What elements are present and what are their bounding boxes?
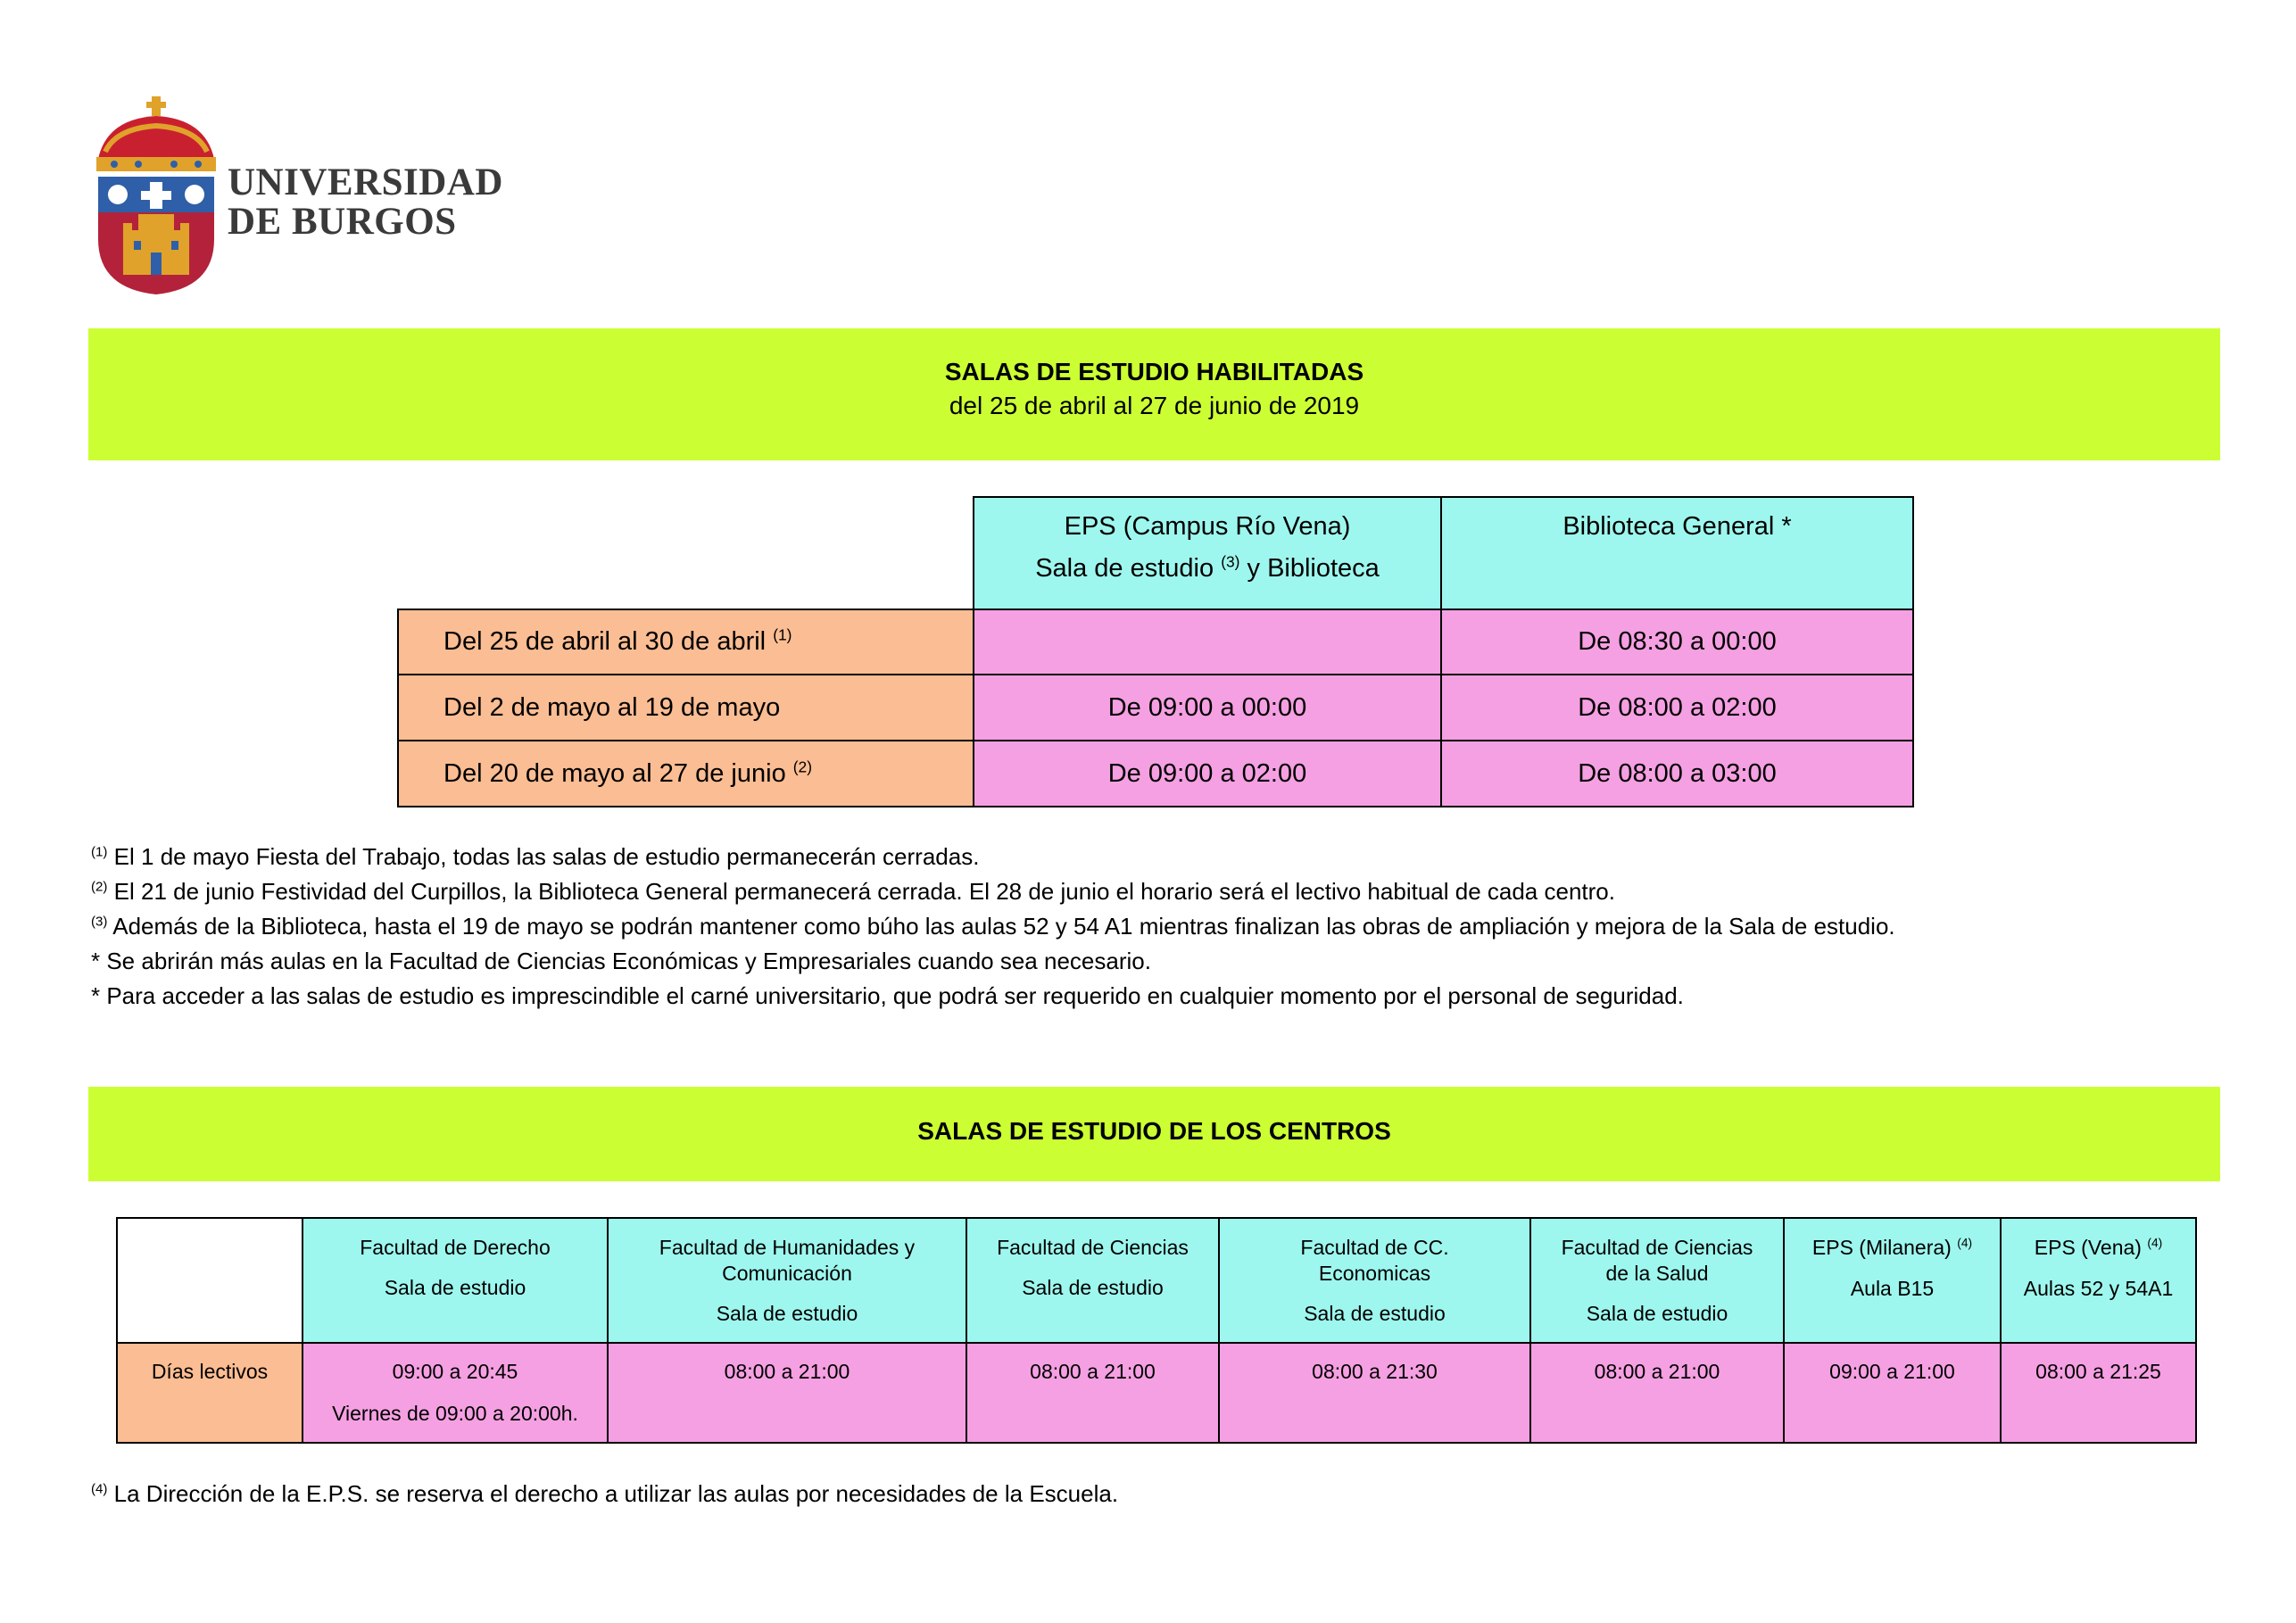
university-shield-crest-icon xyxy=(89,96,223,297)
table2-cell-hours: 09:00 a 20:45 xyxy=(392,1360,518,1383)
footnote-mark: (4) xyxy=(91,1481,108,1497)
footnote-text: Además de la Biblioteca, hasta el 19 de mayo se podrán mantener como búho las aulas 52 y 54 A1 mientras finalizan las obras de ampliación y mejora de la Sala de estudio. xyxy=(107,913,1895,940)
table2-header-name: Facultad de Ciencias xyxy=(997,1236,1189,1259)
table2-header-sub: Sala de estudio xyxy=(1586,1302,1728,1325)
table1-header-biblioteca-text: Biblioteca General * xyxy=(1562,512,1792,541)
table2-header-name: Facultad de Ciencias de la Salud xyxy=(1561,1236,1753,1285)
table2-cell xyxy=(1784,1343,2001,1443)
table2-cell-hours: 08:00 a 21:00 xyxy=(724,1360,850,1383)
footnote xyxy=(91,944,1895,979)
table2-cell xyxy=(1219,1343,1530,1443)
table1-row-label xyxy=(398,741,974,807)
table2-header-ciencias xyxy=(966,1218,1219,1343)
table1-header-eps-line2-text: Sala de estudio xyxy=(1035,554,1214,583)
table-row xyxy=(117,1343,2196,1443)
footnote-mark: (1) xyxy=(773,625,792,644)
university-logo xyxy=(89,96,223,297)
table-row xyxy=(398,609,1913,675)
table2-cell xyxy=(966,1343,1219,1443)
footnote-mark: (3) xyxy=(91,914,108,930)
footnote-text: * Se abrirán más aulas en la Facultad de Ciencias Económicas y Empresariales cuando sea necesario. xyxy=(91,948,1151,974)
banner-habilitadas-subtitle: del 25 de abril al 27 de junio de 2019 xyxy=(949,392,1360,419)
footnote xyxy=(91,874,1895,909)
habilitadas-table xyxy=(397,496,1914,807)
table2-cell xyxy=(2001,1343,2196,1443)
table2-header-vena xyxy=(2001,1218,2196,1343)
banner-centros-title: SALAS DE ESTUDIO DE LOS CENTROS xyxy=(917,1117,1391,1145)
table2-header-name xyxy=(1785,1235,2000,1261)
table2-header-name: Facultad de Derecho xyxy=(360,1236,551,1259)
table1-cell-biblioteca: De 08:30 a 00:00 xyxy=(1441,609,1913,675)
table2-cell-hours: 08:00 a 21:30 xyxy=(1312,1360,1438,1383)
table2-cell-hours: 08:00 a 21:25 xyxy=(2035,1360,2161,1383)
table2-header-name: Facultad de CC. Economicas xyxy=(1300,1236,1449,1285)
table2-empty-corner xyxy=(117,1218,303,1343)
footnotes-centros xyxy=(91,1477,1118,1511)
footnote-text: El 21 de junio Festividad del Curpillos, la Biblioteca General permanecerá cerrada. El 28 de junio el horario será el lectivo habitual de cada centro. xyxy=(113,878,1615,905)
table2-header-sub: Aula B15 xyxy=(1850,1277,1935,1300)
table2-header-derecho xyxy=(303,1218,608,1343)
table1-row-label-text: Del 2 de mayo al 19 de mayo xyxy=(443,692,781,722)
table2-cell xyxy=(608,1343,966,1443)
table2-row-label xyxy=(117,1343,303,1443)
footnote-mark: (1) xyxy=(91,844,108,860)
footnote xyxy=(91,1477,1118,1511)
table1-cell-eps: De 09:00 a 00:00 xyxy=(974,675,1441,741)
footnote-text: El 1 de mayo Fiesta del Trabajo, todas las salas de estudio permanecerán cerradas. xyxy=(113,843,980,870)
table1-cell-eps: De 09:00 a 02:00 xyxy=(974,741,1441,807)
table2-header-milanera xyxy=(1784,1218,2001,1343)
table1-cell-biblioteca: De 08:00 a 02:00 xyxy=(1441,675,1913,741)
university-name-line1: UNIVERSIDAD xyxy=(228,161,503,203)
footnote-mark: (2) xyxy=(792,757,813,775)
table1-row-label xyxy=(398,609,974,675)
footnote-text: La Dirección de la E.P.S. se reserva el derecho a utilizar las aulas por necesidades de la Escuela. xyxy=(107,1480,1119,1507)
table2-header-name-text: EPS (Vena) xyxy=(2034,1236,2142,1259)
footnote-mark: (3) xyxy=(1221,552,1240,571)
table2-header-name-text: EPS (Milanera) xyxy=(1811,1236,1952,1259)
footnote-mark: (2) xyxy=(91,879,108,895)
table1-header-eps xyxy=(974,497,1441,609)
table2-cell-hours: 08:00 a 21:00 xyxy=(1030,1360,1156,1383)
footnote-mark: (4) xyxy=(1957,1236,1973,1250)
footnote xyxy=(91,979,1895,1014)
footnote-text: * Para acceder a las salas de estudio es imprescindible el carné universitario, que podrá ser requerido en cualquier momento por el personal de seguridad. xyxy=(91,982,1684,1009)
table2-header-sub: Sala de estudio xyxy=(1022,1276,1164,1299)
table1-row-label-text: Del 20 de mayo al 27 de junio xyxy=(443,758,786,788)
table-row xyxy=(398,675,1913,741)
table2-header-sub: Sala de estudio xyxy=(716,1302,858,1325)
university-name xyxy=(228,163,503,242)
table1-cell-biblioteca: De 08:00 a 03:00 xyxy=(1441,741,1913,807)
banner-habilitadas xyxy=(88,328,2220,460)
table2-header-sub: Aulas 52 y 54A1 xyxy=(2023,1277,2174,1300)
table1-row-label-text: Del 25 de abril al 30 de abril xyxy=(443,627,767,656)
banner-habilitadas-title: SALAS DE ESTUDIO HABILITADAS xyxy=(944,358,1364,385)
table2-header-humanidades xyxy=(608,1218,966,1343)
table1-header-eps-line2 xyxy=(974,554,1440,584)
table2-header-sub: Sala de estudio xyxy=(1304,1302,1446,1325)
table-row xyxy=(398,741,1913,807)
table1-header-eps-line1: EPS (Campus Río Vena) xyxy=(1064,512,1351,541)
table2-header-name: Facultad de Humanidades y Comunicación xyxy=(659,1236,916,1285)
table2-header-salud xyxy=(1530,1218,1784,1343)
table2-cell-hours-extra: Viernes de 09:00 a 20:00h. xyxy=(332,1402,578,1425)
table2-cell xyxy=(303,1343,608,1443)
table2-cell-hours: 09:00 a 21:00 xyxy=(1829,1360,1955,1383)
table1-row-label xyxy=(398,675,974,741)
table2-cell-hours: 08:00 a 21:00 xyxy=(1594,1360,1720,1383)
table2-header-economicas xyxy=(1219,1218,1530,1343)
table2-header-name xyxy=(2002,1235,2195,1261)
university-name-line2: DE BURGOS xyxy=(228,201,457,243)
table1-header-eps-line2-post: y Biblioteca xyxy=(1239,554,1380,583)
table1-header-biblioteca xyxy=(1441,497,1913,609)
table1-empty-corner xyxy=(398,497,974,609)
footnote xyxy=(91,840,1895,874)
banner-centros xyxy=(88,1087,2220,1181)
centros-table xyxy=(116,1217,2197,1444)
table2-cell xyxy=(1530,1343,1784,1443)
table1-cell-eps xyxy=(974,609,1441,675)
table2-header-sub: Sala de estudio xyxy=(384,1276,526,1299)
footnote-mark: (4) xyxy=(2147,1236,2163,1250)
footnote xyxy=(91,909,1895,944)
table2-row-label-text: Días lectivos xyxy=(151,1360,269,1383)
footnotes-habilitadas xyxy=(91,840,1895,1014)
